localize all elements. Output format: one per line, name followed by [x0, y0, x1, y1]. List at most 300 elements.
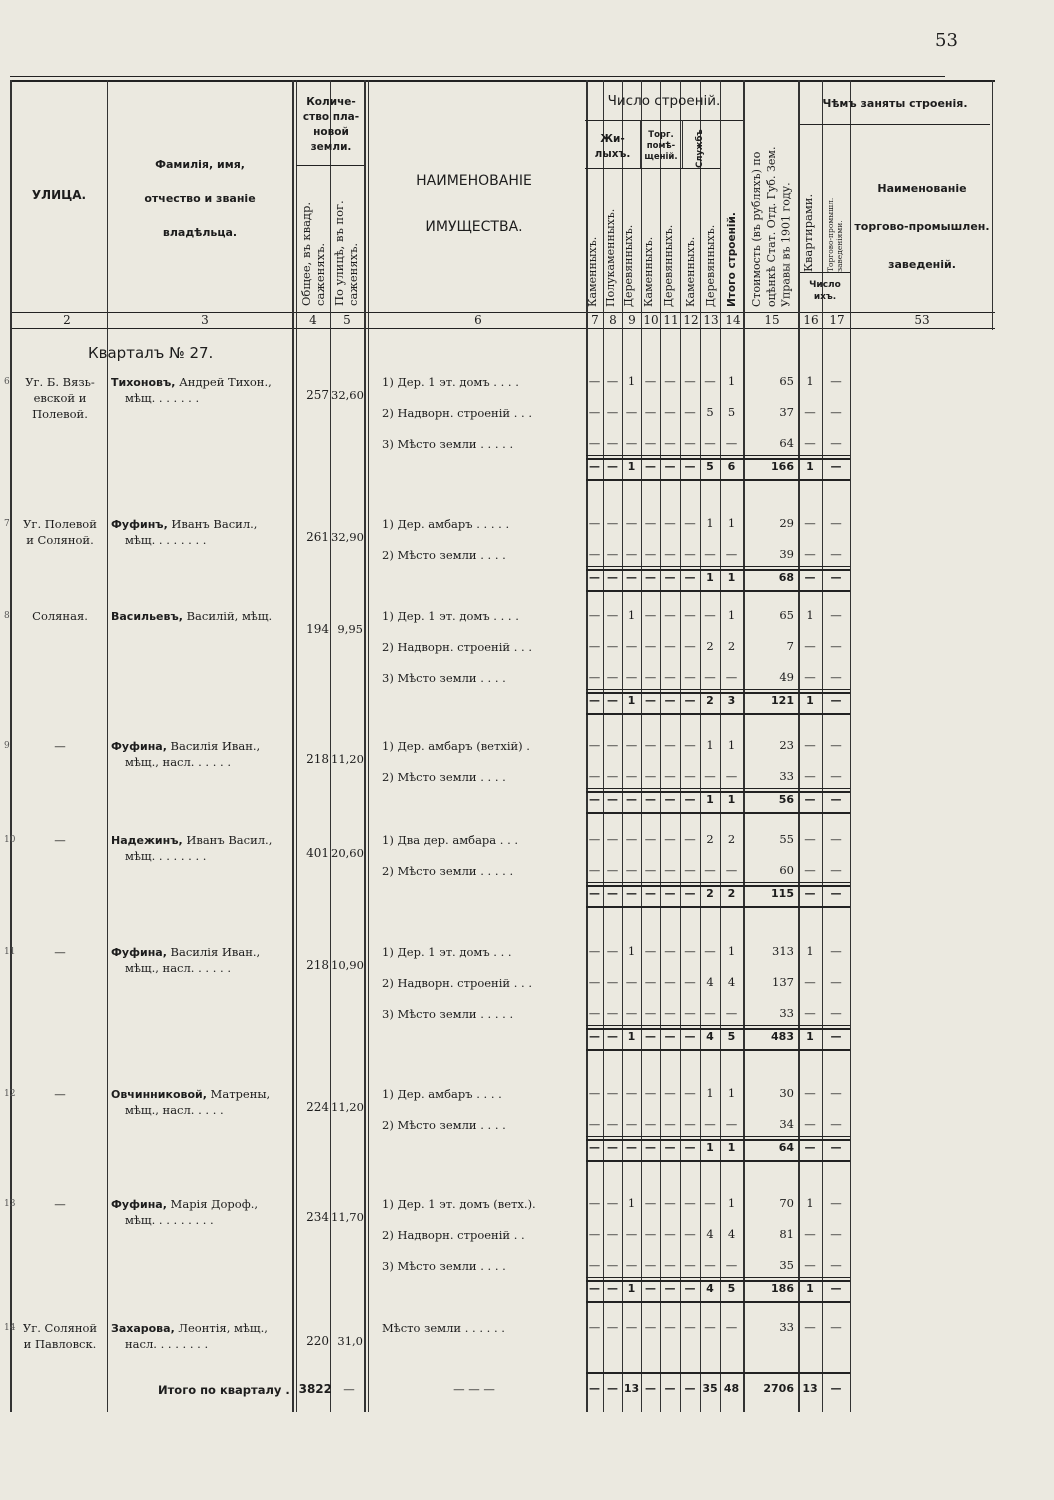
item-cell: — [725, 547, 738, 561]
item-cell: — [606, 374, 619, 388]
entry-area: 218 [306, 958, 329, 972]
column-number: 13 [703, 313, 719, 327]
item-cell: 81 [779, 1227, 794, 1241]
entry-front: 31,0 [337, 1334, 363, 1348]
item-cell: — [644, 738, 657, 752]
subtotal-cell: — [830, 571, 842, 584]
subtotal-cell: — [589, 1141, 600, 1154]
header-col9: Деревянныхъ. [622, 224, 635, 307]
item-cell: — [684, 516, 696, 530]
item-cell: — [830, 1196, 842, 1210]
item-cell: — [830, 405, 842, 419]
item-cell: — [644, 944, 657, 958]
item-cell: — [644, 975, 657, 989]
item-cell: — [830, 639, 842, 653]
subtotal-cell: — [589, 1030, 600, 1043]
subtotal-cell: — [645, 694, 656, 707]
column-number: 17 [829, 313, 845, 327]
item-cell: — [664, 547, 676, 561]
grand-total-cell: 13 [623, 1382, 640, 1395]
entry-area: 261 [306, 530, 329, 544]
header-col12: Каменныхъ. [684, 236, 697, 307]
entry-number: 14 [4, 1323, 16, 1333]
subtotal-cell: — [684, 1030, 696, 1043]
entry-number: 9 [4, 741, 10, 751]
entry-owner: Надежинъ, Иванъ Васил., [111, 833, 273, 847]
rule-line [10, 76, 945, 77]
item-cell: — [606, 1117, 619, 1131]
owner-surname: Фуфина, [111, 946, 167, 959]
header-line: оцѣнкѣ Стат. Отд. Губ. Зем. [764, 146, 778, 307]
item-cell: — [704, 547, 716, 561]
item-cell: — [625, 769, 638, 783]
subtotal-cell: — [607, 694, 618, 707]
item-cell: — [588, 374, 601, 388]
header-occupied: Чѣмъ заняты строенія. [822, 97, 968, 110]
item-cell: 1 [806, 608, 814, 622]
entry-owner: Овчинниковой, Матрены, [111, 1087, 271, 1101]
subtotal-cell: 166 [771, 460, 794, 473]
subtotal-cell: 115 [771, 887, 794, 900]
header-land-qty [298, 95, 364, 155]
column-number: 12 [683, 313, 699, 327]
subtotal-cell: — [607, 887, 618, 900]
entry-front: 20,60 [331, 846, 364, 860]
item-cell: — [664, 405, 676, 419]
subtotal-cell: — [684, 694, 696, 707]
item-cell: — [684, 1227, 696, 1241]
header-buildings-count: Число строеній. [607, 93, 721, 109]
total-rule [586, 882, 850, 883]
item-cell: — [684, 1258, 696, 1272]
item-cell: 1 [706, 516, 714, 530]
item-cell: 34 [779, 1117, 794, 1131]
header-line: Наименованіе [877, 182, 967, 195]
item-cell: 1 [806, 374, 814, 388]
header-line: Управы въ 1901 году. [779, 182, 793, 307]
item-cell: — [625, 1117, 638, 1131]
entry-owner: Тихоновъ, Андрей Тихон., [111, 375, 272, 389]
grand-total-cell: — [607, 1382, 618, 1395]
owner-surname: Надежинъ, [111, 834, 183, 847]
item-cell: — [644, 1227, 657, 1241]
item-cell: — [684, 738, 696, 752]
subtotal-cell: — [645, 460, 656, 473]
subtotal-cell: — [607, 1282, 618, 1295]
item-cell: 1 [727, 608, 736, 622]
item-cell: — [644, 832, 657, 846]
subtotal-cell: — [830, 1282, 842, 1295]
subtotal-cell: — [664, 1282, 676, 1295]
header-line: По улицѣ, въ пог. [332, 200, 346, 306]
property-item: 2) Надворн. строеній . . . [382, 976, 532, 990]
item-cell: 65 [779, 608, 794, 622]
entry-front: 11,20 [331, 1100, 364, 1114]
item-cell: — [644, 436, 657, 450]
item-cell: — [684, 1196, 696, 1210]
subtotal-cell: 1 [706, 1141, 714, 1154]
item-cell: — [684, 975, 696, 989]
item-cell: — [704, 608, 716, 622]
grand-total-cell: 35 [702, 1382, 718, 1395]
header-owner-line: владѣльца. [162, 226, 238, 239]
item-cell: 1 [627, 944, 636, 958]
subtotal-cell: — [684, 793, 696, 806]
item-cell: — [606, 639, 619, 653]
subtotal-cell: — [589, 571, 600, 584]
subtotal-cell: 186 [771, 1282, 794, 1295]
subtotal-cell: 64 [778, 1141, 794, 1154]
column-line [292, 80, 294, 1412]
entry-street: — [54, 739, 66, 753]
item-cell: — [664, 1086, 676, 1100]
item-cell: — [684, 608, 696, 622]
item-cell: 4 [727, 1227, 736, 1241]
item-cell: 5 [706, 405, 714, 419]
item-cell: 70 [779, 1196, 794, 1210]
header-street: УЛИЦА. [31, 188, 87, 202]
entry-owner: Фуфина, Василія Иван., [111, 739, 261, 753]
header-line: помѣ- [646, 141, 676, 151]
total-rule [586, 455, 850, 456]
subtotal-cell: — [589, 887, 600, 900]
item-cell: — [804, 863, 816, 877]
column-number: 2 [63, 313, 71, 327]
subtotal-cell: 5 [706, 460, 714, 473]
item-cell: — [725, 670, 738, 684]
item-cell: — [606, 863, 619, 877]
subtotal-cell: — [664, 694, 676, 707]
subtotal-cell: — [607, 460, 618, 473]
item-cell: — [664, 832, 676, 846]
item-cell: — [804, 547, 816, 561]
item-cell: — [664, 769, 676, 783]
grand-total-area: 3822 [298, 1382, 332, 1396]
item-cell: — [606, 769, 619, 783]
entry-number: 7 [4, 519, 10, 529]
header-line: ство пла- [302, 111, 360, 123]
entry-street: Уг. Б. Вязь- [25, 375, 95, 389]
property-item: Мѣсто земли . . . . . . [382, 1321, 505, 1335]
item-cell: — [588, 1258, 601, 1272]
column-number: 14 [725, 313, 741, 327]
column-line [10, 80, 12, 1412]
item-cell: 60 [779, 863, 794, 877]
subtotal-cell: 1 [627, 1282, 636, 1295]
header-services: Службъ [695, 129, 705, 168]
total-rule [586, 713, 850, 715]
item-cell: — [644, 1086, 657, 1100]
entry-owner-line: мѣщ. . . . . . . . . [125, 1213, 214, 1227]
item-cell: — [830, 547, 842, 561]
total-rule [586, 479, 850, 481]
subtotal-cell: — [830, 460, 842, 473]
entry-street: Уг. Соляной [22, 1321, 98, 1335]
column-number: 10 [643, 313, 659, 327]
entry-front: 11,20 [331, 752, 364, 766]
item-cell: — [684, 863, 696, 877]
subtotal-cell: — [664, 571, 676, 584]
item-cell: 33 [779, 1320, 794, 1334]
item-cell: — [830, 1086, 842, 1100]
item-cell: 1 [806, 1196, 814, 1210]
grand-total-label: Итого по кварталу . [158, 1383, 290, 1397]
subtotal-cell: — [804, 793, 816, 806]
grand-total-property: — — — [453, 1382, 495, 1396]
subtotal-cell: — [589, 1282, 600, 1295]
column-line [720, 120, 721, 168]
header-col13: Деревянныхъ. [704, 224, 717, 307]
item-cell: 35 [779, 1258, 794, 1272]
column-line [368, 80, 369, 1412]
item-cell: — [625, 1086, 638, 1100]
header-line: саженяхъ. [312, 242, 327, 306]
total-rule [586, 812, 850, 814]
property-item: 2) Надворн. строеній . . . [382, 406, 532, 420]
subtotal-cell: 1 [806, 1030, 814, 1043]
grand-total-cell: 48 [723, 1382, 740, 1395]
item-cell: — [644, 516, 657, 530]
property-item: 3) Мѣсто земли . . . . . [382, 437, 514, 451]
header-line: Количе- [306, 96, 356, 108]
entry-area: 220 [306, 1334, 329, 1348]
item-cell: — [664, 1117, 676, 1131]
item-cell: — [725, 1320, 738, 1334]
item-cell: 1 [627, 608, 636, 622]
subtotal-cell: 2 [706, 694, 714, 707]
item-cell: — [664, 516, 676, 530]
property-item: 1) Дер. амбаръ (ветхій) . [382, 739, 530, 753]
item-cell: — [830, 738, 842, 752]
item-cell: — [606, 1227, 619, 1241]
property-item: 3) Мѣсто земли . . . . [382, 1259, 506, 1273]
item-cell: 4 [727, 975, 736, 989]
grand-total-cell: — [589, 1382, 600, 1395]
column-line [992, 80, 993, 330]
item-cell: — [830, 608, 842, 622]
item-cell: — [588, 832, 601, 846]
item-cell: — [588, 769, 601, 783]
item-cell: — [625, 670, 638, 684]
property-item: 1) Дер. амбаръ . . . . . [382, 517, 510, 531]
subtotal-cell: — [664, 460, 676, 473]
item-cell: — [606, 516, 619, 530]
item-cell: — [644, 639, 657, 653]
subtotal-cell: 1 [806, 694, 814, 707]
total-rule [586, 788, 850, 789]
item-cell: — [684, 374, 696, 388]
header-col10: Каменныхъ. [642, 236, 655, 307]
subtotal-cell: — [607, 793, 618, 806]
entry-street: и Соляной. [26, 533, 94, 547]
total-rule [586, 1372, 850, 1374]
header-line: ИМУЩЕСТВА. [425, 219, 523, 235]
header-trade-name [852, 170, 992, 284]
item-cell: — [684, 944, 696, 958]
header-line: ихъ. [813, 292, 837, 302]
item-cell: 1 [727, 516, 736, 530]
item-cell: 1 [627, 1196, 636, 1210]
item-cell: 33 [779, 1006, 794, 1020]
item-cell: — [625, 1227, 638, 1241]
subtotal-cell: 1 [627, 694, 636, 707]
item-cell: — [644, 769, 657, 783]
item-cell: — [625, 1320, 638, 1334]
entry-street: и Павловск. [23, 1337, 97, 1351]
subtotal-cell: 2 [727, 887, 736, 900]
item-cell: — [625, 738, 638, 752]
item-cell: — [625, 1258, 638, 1272]
item-cell: — [684, 1086, 696, 1100]
item-cell: — [804, 738, 816, 752]
item-cell: — [625, 1006, 638, 1020]
item-cell: — [684, 547, 696, 561]
subtotal-cell: — [645, 571, 656, 584]
item-cell: — [804, 1117, 816, 1131]
item-cell: — [588, 738, 601, 752]
subtotal-cell: — [589, 793, 600, 806]
entry-area: 194 [306, 622, 329, 636]
item-cell: — [684, 832, 696, 846]
item-cell: — [804, 769, 816, 783]
subtotal-cell: — [607, 1141, 618, 1154]
item-cell: — [804, 1086, 816, 1100]
owner-surname: Захарова, [111, 1322, 175, 1335]
item-cell: — [704, 944, 716, 958]
subtotal-cell: — [645, 793, 656, 806]
entry-front: 9,95 [337, 622, 363, 636]
subtotal-cell: 483 [771, 1030, 794, 1043]
grand-total-cell: 2706 [763, 1382, 794, 1395]
header-col17 [826, 160, 844, 272]
item-cell: 5 [727, 405, 736, 419]
header-col7: Каменныхъ. [586, 236, 599, 307]
item-cell: — [830, 769, 842, 783]
item-cell: 39 [779, 547, 794, 561]
item-cell: — [664, 944, 676, 958]
item-cell: — [606, 832, 619, 846]
subtotal-cell: 1 [627, 1030, 636, 1043]
header-land-total [300, 178, 328, 306]
item-cell: 2 [727, 639, 736, 653]
header-line: Торг. [648, 130, 674, 140]
item-cell: — [606, 1006, 619, 1020]
subtotal-cell: — [684, 460, 696, 473]
subtotal-cell: — [589, 460, 600, 473]
property-item: 3) Мѣсто земли . . . . . [382, 1007, 514, 1021]
entry-area: 218 [306, 752, 329, 766]
item-cell: — [644, 1258, 657, 1272]
subtotal-cell: 1 [727, 571, 736, 584]
item-cell: — [588, 547, 601, 561]
column-number: 6 [474, 313, 482, 327]
item-cell: — [830, 436, 842, 450]
item-cell: — [664, 1006, 676, 1020]
total-rule [586, 1277, 850, 1278]
item-cell: — [588, 944, 601, 958]
header-property [370, 158, 578, 250]
entry-owner: Фуфинъ, Иванъ Васил., [111, 517, 258, 531]
item-cell: — [704, 670, 716, 684]
owner-surname: Васильевъ, [111, 610, 183, 623]
item-cell: — [606, 608, 619, 622]
total-rule [586, 906, 850, 908]
item-cell: — [804, 405, 816, 419]
item-cell: — [725, 1258, 738, 1272]
header-line: Общее, въ квадр. [299, 201, 313, 306]
item-cell: 23 [779, 738, 794, 752]
item-cell: — [684, 769, 696, 783]
item-cell: — [664, 374, 676, 388]
item-cell: — [588, 863, 601, 877]
entry-street: — [54, 1087, 66, 1101]
owner-surname: Фуфина, [111, 740, 167, 753]
item-cell: 1 [727, 738, 736, 752]
item-cell: 1 [727, 944, 736, 958]
item-cell: — [588, 1006, 601, 1020]
item-cell: — [664, 975, 676, 989]
item-cell: — [830, 832, 842, 846]
property-item: 2) Мѣсто земли . . . . [382, 770, 506, 784]
entry-street: Полевой. [32, 407, 88, 421]
rule-line [800, 124, 990, 125]
item-cell: — [606, 1086, 619, 1100]
quarter-title: Кварталъ № 27. [88, 344, 214, 362]
entry-owner: Захарова, Леонтія, мѣщ., [111, 1321, 268, 1335]
entry-front: 10,90 [331, 958, 364, 972]
item-cell: — [588, 1227, 601, 1241]
entry-owner-line: насл. . . . . . . . [125, 1337, 209, 1351]
subtotal-cell: — [830, 1030, 842, 1043]
item-cell: — [684, 1006, 696, 1020]
subtotal-cell: 3 [727, 694, 736, 707]
property-item: 1) Дер. 1 эт. домъ . . . [382, 945, 512, 959]
item-cell: — [830, 863, 842, 877]
item-cell: — [625, 405, 638, 419]
subtotal-cell: 1 [706, 793, 714, 806]
item-cell: — [804, 1227, 816, 1241]
total-rule [586, 1136, 850, 1137]
grand-total-cell: 13 [802, 1382, 818, 1395]
subtotal-cell: — [645, 887, 656, 900]
header-line: лыхъ. [594, 148, 631, 160]
item-cell: — [644, 374, 657, 388]
item-cell: 33 [779, 769, 794, 783]
item-cell: — [664, 863, 676, 877]
header-line: заведеній. [888, 258, 956, 271]
grand-total-front: — [343, 1382, 355, 1396]
subtotal-cell: — [830, 1141, 842, 1154]
entry-street: евской и [33, 391, 87, 405]
entry-number: 12 [4, 1089, 16, 1099]
item-cell: — [588, 670, 601, 684]
entry-area: 234 [306, 1210, 329, 1224]
entry-area: 257 [306, 388, 329, 402]
subtotal-cell: — [626, 1141, 637, 1154]
item-cell: — [684, 1320, 696, 1334]
subtotal-cell: — [626, 571, 637, 584]
item-cell: — [804, 1320, 816, 1334]
item-cell: — [830, 374, 842, 388]
total-rule [586, 1301, 850, 1303]
item-cell: 1 [706, 1086, 714, 1100]
subtotal-cell: — [589, 694, 600, 707]
entry-owner-line: мѣщ. . . . . . . . [125, 533, 207, 547]
item-cell: — [644, 1320, 657, 1334]
total-rule [586, 1049, 850, 1051]
subtotal-cell: 2 [706, 887, 714, 900]
subtotal-cell: — [664, 1030, 676, 1043]
